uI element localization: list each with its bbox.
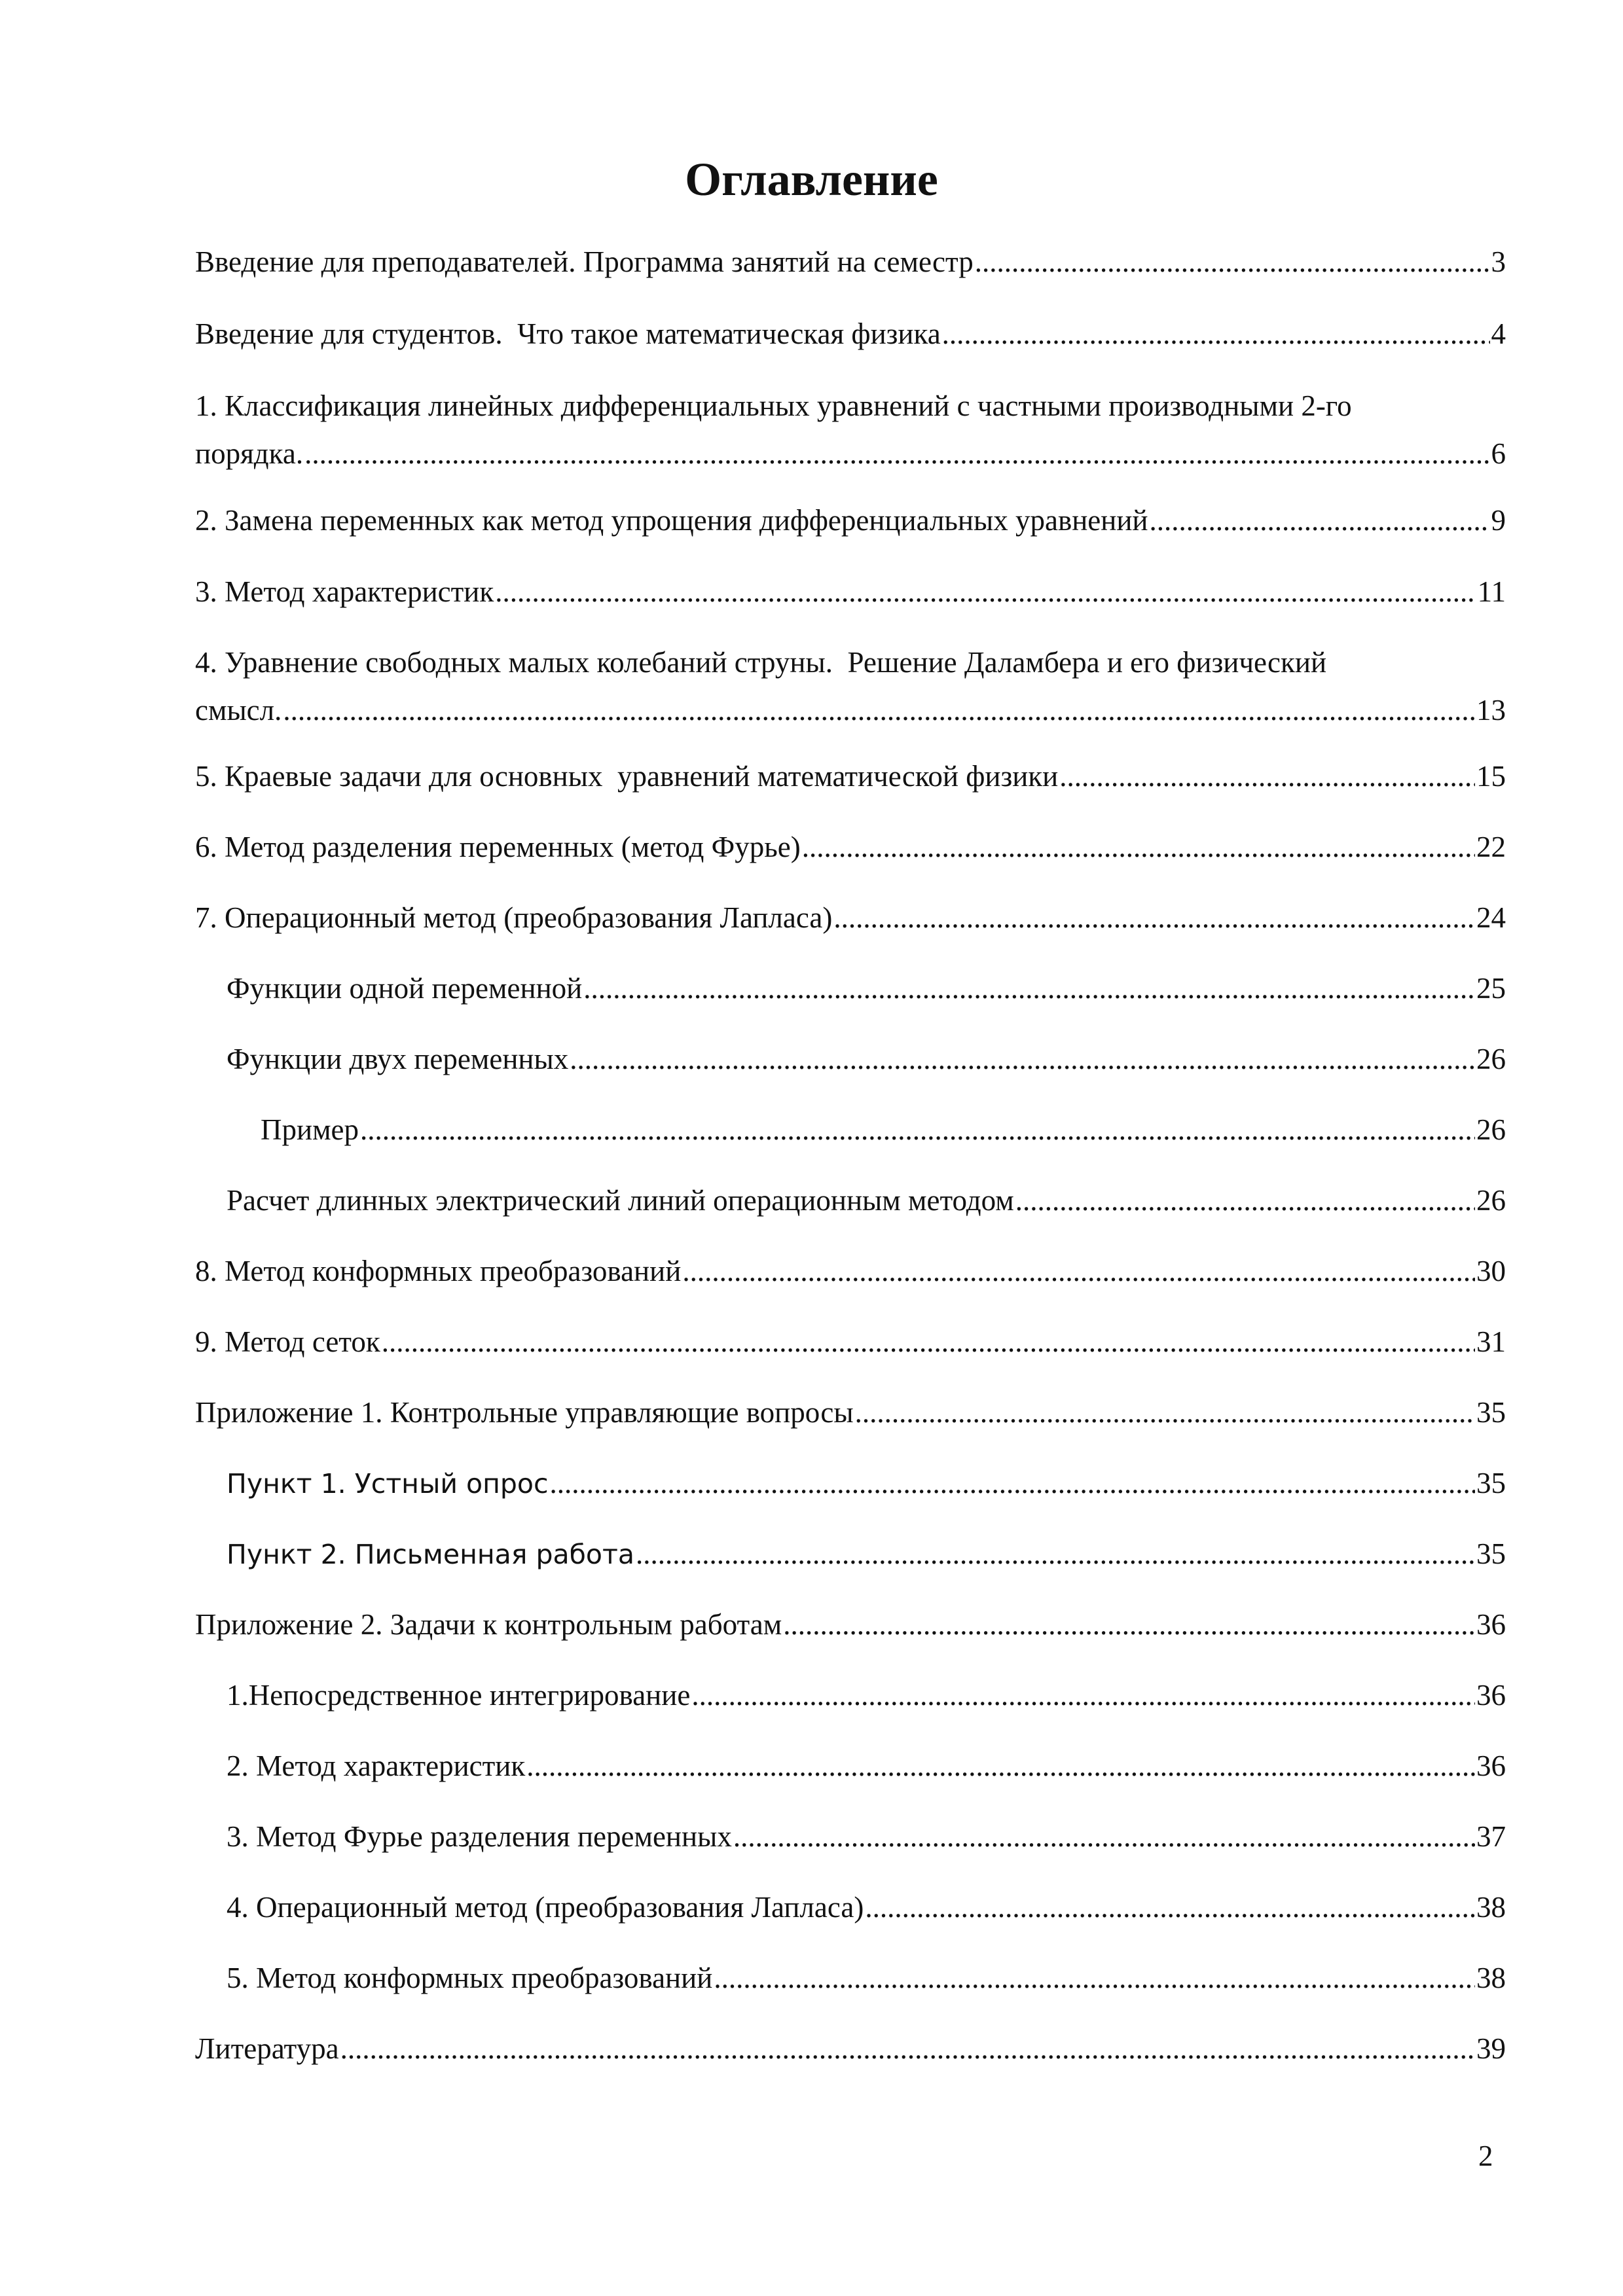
toc-entry-page: 35	[1476, 1396, 1506, 1429]
toc-entry-written-work[interactable]	[227, 1539, 1506, 1569]
toc-entry-laplace[interactable]	[227, 1893, 1506, 1922]
toc-entry-page: 30	[1476, 1255, 1506, 1287]
toc-entry-label-line1: 1. Классификация линейных дифференциальных уравнений с частными производными 2-го	[195, 389, 1352, 422]
toc-entry-intro-teachers[interactable]	[195, 247, 1506, 277]
toc-entry-page: 36	[1476, 1679, 1506, 1712]
toc-entry-label: 5. Краевые задачи для основных уравнений математической физики	[195, 760, 1059, 793]
toc-entry-page: 37	[1476, 1820, 1506, 1853]
toc-entry-page: 3	[1491, 245, 1506, 278]
toc-entry-label: 6. Метод разделения переменных (метод Фурье)	[195, 831, 801, 863]
toc-entry-label: 8. Метод конформных преобразований	[195, 1255, 682, 1287]
toc-entry-page: 36	[1476, 1749, 1506, 1782]
toc-entry-page: 38	[1476, 1962, 1506, 1994]
toc-entry-oral-quiz[interactable]	[227, 1469, 1506, 1498]
toc-entry-intro-students[interactable]	[195, 319, 1506, 349]
toc-entry-chapter-1[interactable]	[195, 391, 1506, 469]
toc-entry-literature[interactable]	[195, 2034, 1506, 2064]
toc-entry-page: 26	[1476, 1113, 1506, 1146]
toc-dot-leader	[283, 696, 1475, 725]
toc-dot-leader	[304, 439, 1489, 469]
toc-entry-label-line1: 4. Уравнение свободных малых колебаний струны. Решение Даламбера и его физический	[195, 646, 1327, 679]
toc-entry-page: 15	[1476, 760, 1506, 793]
toc-dot-leader	[691, 1681, 1475, 1710]
toc-entry-label: Функции одной переменной	[227, 972, 583, 1005]
toc-dot-leader	[583, 974, 1475, 1003]
toc-entry-appendix-2[interactable]	[195, 1610, 1506, 1640]
toc-entry-page: 25	[1476, 972, 1506, 1005]
toc-entry-example[interactable]	[261, 1115, 1506, 1145]
toc-entry-chapter-8[interactable]	[195, 1257, 1506, 1286]
toc-entry-conformal[interactable]	[227, 1964, 1506, 1993]
toc-entry-label: 5. Метод конформных преобразований	[227, 1962, 713, 1994]
toc-entry-label: Пункт 1. Устный опрос	[227, 1468, 549, 1499]
toc-entry-label: 2. Метод характеристик	[227, 1749, 526, 1782]
toc-entry-label: Расчет длинных электрический линий операционным методом	[227, 1184, 1014, 1217]
toc-entry-label: 3. Метод характеристик	[195, 575, 494, 608]
toc-entry-characteristics[interactable]	[227, 1751, 1506, 1781]
toc-entry-two-variables[interactable]	[227, 1045, 1506, 1074]
toc-dot-leader	[855, 1398, 1475, 1427]
toc-entry-label: 1.Непосредственное интегрирование	[227, 1679, 691, 1712]
page-number: 2	[1478, 2140, 1493, 2172]
toc-entry-page: 11	[1477, 575, 1506, 608]
toc-entry-page: 6	[1491, 437, 1506, 470]
toc-entry-direct-integration[interactable]	[227, 1681, 1506, 1710]
toc-dot-leader	[382, 1327, 1475, 1357]
page-title: Оглавление	[685, 153, 938, 206]
toc-dot-leader	[1015, 1186, 1475, 1215]
toc-entry-label: Приложение 2. Задачи к контрольным работам	[195, 1608, 782, 1641]
toc-entry-chapter-9[interactable]	[195, 1327, 1506, 1357]
toc-dot-leader	[526, 1751, 1475, 1781]
toc-entry-label: Функции двух переменных	[227, 1043, 569, 1075]
toc-entry-chapter-5[interactable]	[195, 762, 1506, 791]
toc-entry-chapter-4[interactable]	[195, 648, 1506, 725]
toc-dot-leader	[783, 1610, 1475, 1640]
toc-entry-page: 35	[1476, 1467, 1506, 1499]
toc-dot-leader	[802, 833, 1475, 862]
toc-entry-page: 38	[1476, 1891, 1506, 1924]
toc-dot-leader	[1059, 762, 1475, 791]
toc-entry-page: 13	[1476, 694, 1506, 726]
toc-dot-leader	[340, 2034, 1475, 2064]
toc-entry-page: 31	[1476, 1325, 1506, 1358]
toc-entry-page: 36	[1476, 1608, 1506, 1641]
toc-entry-page: 39	[1476, 2032, 1506, 2065]
toc-dot-leader	[865, 1893, 1475, 1922]
toc-entry-label: Пункт 2. Письменная работа	[227, 1539, 635, 1570]
toc-entry-chapter-3[interactable]	[195, 577, 1506, 607]
toc-dot-leader	[833, 903, 1475, 933]
toc-dot-leader	[636, 1539, 1475, 1569]
toc-entry-chapter-6[interactable]	[195, 833, 1506, 862]
toc-entry-page: 26	[1476, 1184, 1506, 1217]
toc-dot-leader	[682, 1257, 1475, 1286]
toc-entry-label: 4. Операционный метод (преобразования Лапласа)	[227, 1891, 864, 1924]
toc-entry-single-variable[interactable]	[227, 974, 1506, 1003]
toc-dot-leader	[942, 319, 1490, 349]
toc-entry-label: Введение для преподавателей. Программа занятий на семестр	[195, 245, 974, 278]
toc-dot-leader	[714, 1964, 1475, 1993]
toc-dot-leader	[975, 247, 1490, 277]
toc-entry-fourier[interactable]	[227, 1822, 1506, 1852]
toc-dot-leader	[495, 577, 1476, 607]
toc-entry-label: 3. Метод Фурье разделения переменных	[227, 1820, 732, 1853]
toc-entry-label: порядка.	[195, 437, 304, 470]
toc-entry-label: 2. Замена переменных как метод упрощения дифференциальных уравнений	[195, 504, 1148, 537]
toc-dot-leader	[1150, 506, 1490, 535]
toc-entry-label: 9. Метод сеток	[195, 1325, 380, 1358]
toc-entry-label: смысл.	[195, 694, 282, 726]
toc-entry-electric-lines[interactable]	[227, 1186, 1506, 1215]
toc-entry-page: 22	[1476, 831, 1506, 863]
toc-entry-page: 26	[1476, 1043, 1506, 1075]
toc-entry-chapter-2[interactable]	[195, 506, 1506, 535]
toc-entry-appendix-1[interactable]	[195, 1398, 1506, 1427]
toc-entry-label: Пример	[261, 1113, 359, 1146]
toc-entry-page: 24	[1476, 901, 1506, 934]
toc-dot-leader	[550, 1469, 1475, 1498]
toc-entry-label: Введение для студентов. Что такое математическая физика	[195, 317, 941, 350]
toc-entry-page: 9	[1491, 504, 1506, 537]
toc-dot-leader	[360, 1115, 1475, 1145]
toc-entry-label: 7. Операционный метод (преобразования Лапласа)	[195, 901, 833, 934]
toc-entry-page: 35	[1476, 1537, 1506, 1570]
toc-entry-chapter-7[interactable]	[195, 903, 1506, 933]
toc-entry-label: Литература	[195, 2032, 339, 2065]
toc-dot-leader	[733, 1822, 1475, 1852]
toc-entry-page: 4	[1491, 317, 1506, 350]
toc-entry-label: Приложение 1. Контрольные управляющие вопросы	[195, 1396, 854, 1429]
toc-dot-leader	[570, 1045, 1475, 1074]
